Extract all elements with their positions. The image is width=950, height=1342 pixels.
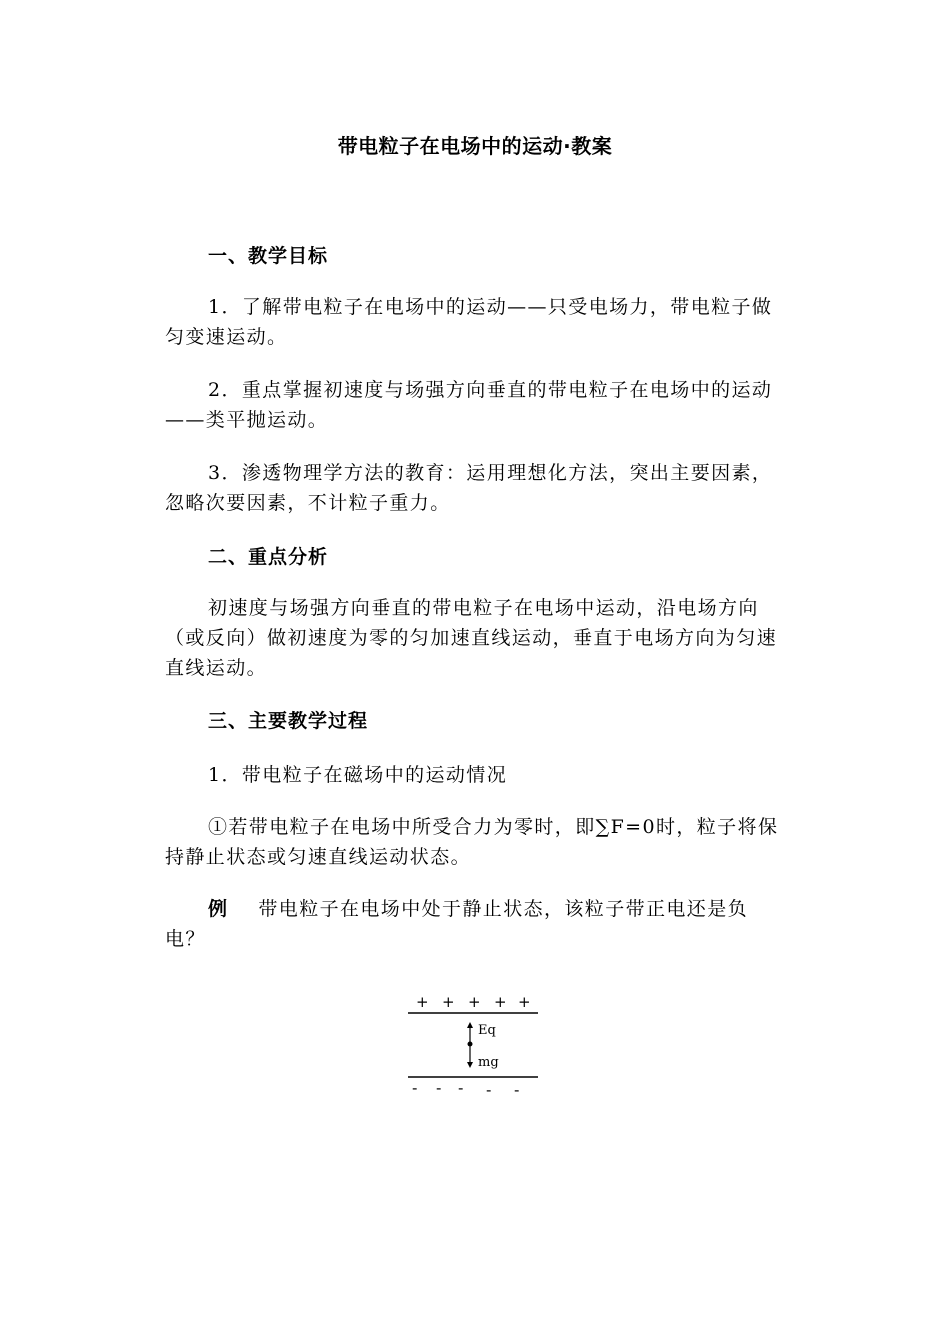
gravity-force-label: mg: [478, 1055, 499, 1070]
example-text: 带电粒子在电场中处于静止状态，该粒子带正电还是负电？: [165, 898, 749, 950]
bottom-plate-sign: -: [458, 1079, 464, 1097]
bottom-plate-sign: -: [412, 1079, 418, 1097]
top-plate-sign: +: [416, 993, 429, 1011]
top-plate-sign: +: [468, 993, 481, 1011]
capacitor-diagram: [400, 990, 550, 1100]
downward-arrowhead-icon: [467, 1062, 473, 1068]
section-heading-key-analysis: 二、重点分析: [208, 546, 329, 568]
top-plate-sign: +: [518, 993, 531, 1011]
top-plate-sign: +: [442, 993, 455, 1011]
bottom-plate-sign: -: [514, 1081, 520, 1099]
key-analysis-paragraph: 初速度与场强方向垂直的带电粒子在电场中运动，沿电场方向（或反向）做初速度为零的匀加速直线运动，垂直于电场方向为匀速直线运动。: [165, 597, 778, 679]
bottom-plate-sign: -: [486, 1081, 492, 1099]
objective-paragraph-2: 2．重点掌握初速度与场强方向垂直的带电粒子在电场中的运动——类平抛运动。: [165, 379, 773, 431]
process-paragraph-1: ①若带电粒子在电场中所受合力为零时，即∑F=0时，粒子将保持静止状态或匀速直线运动状态。: [165, 816, 779, 868]
objective-paragraph-3: 3．渗透物理学方法的教育：运用理想化方法，突出主要因素，忽略次要因素，不计粒子重力。: [165, 462, 773, 514]
example-paragraph: [165, 894, 788, 954]
document-title: 带电粒子在电场中的运动·教案: [337, 134, 613, 158]
top-plate-sign: +: [494, 993, 507, 1011]
objective-paragraph-1: 1．了解带电粒子在电场中的运动——只受电场力，带电粒子做匀变速运动。: [165, 296, 773, 348]
example-label: 例: [208, 898, 229, 920]
upward-arrowhead-icon: [467, 1022, 473, 1028]
section-heading-teaching-process: 三、主要教学过程: [208, 710, 369, 732]
electric-force-label: Eq: [478, 1023, 496, 1038]
section-heading-objectives: 一、教学目标: [208, 245, 329, 267]
bottom-plate-sign: -: [436, 1079, 442, 1097]
process-item-1: 1．带电粒子在磁场中的运动情况: [208, 764, 508, 786]
charged-particle-dot: [468, 1042, 473, 1047]
